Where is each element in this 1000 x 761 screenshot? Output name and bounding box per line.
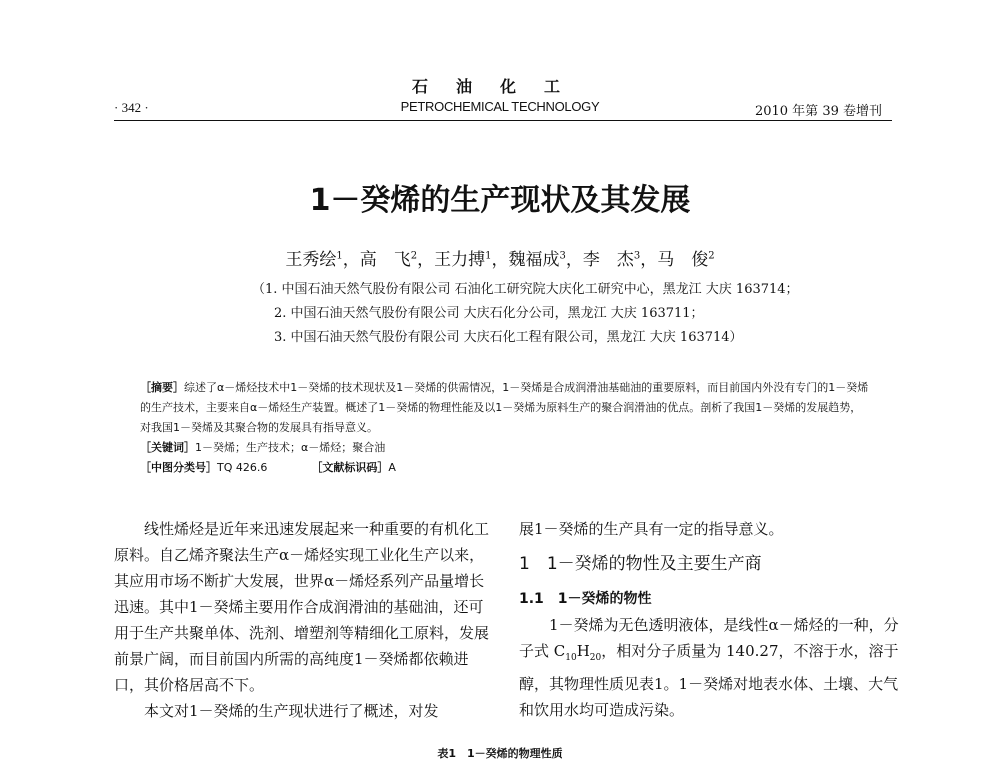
classification-line: [140, 458, 870, 478]
body-column-right: [519, 516, 899, 723]
header-divider: [114, 120, 892, 121]
article-title: 1－癸烯的生产现状及其发展: [309, 183, 691, 218]
author-name: 魏福成: [508, 250, 560, 270]
author-list: 王秀绘$^1$，高 飞$^2$，王力搏$^1$，魏福成$^3$，李 杰$^3$，马 俊$^2$: [285, 250, 715, 270]
author-name: 马 俊: [657, 250, 709, 270]
author-name: 王力搏: [434, 250, 486, 270]
abstract-text: 综述了α－烯烃技术中1－癸烯的技术现状及1－癸烯的供需情况，1－癸烯是合成润滑油基础油的重要原料，而目前国内外没有专门的1－癸烯的生产技术，主要来自α－烯烃生产装置。概述了1－癸烯的物理性能及以1－癸烯为原料生产的聚合润滑油的优点。剖析了我国1－癸烯的发展趋势，对我国1－癸烯及其聚合物的发展具有指导意义。: [140, 381, 869, 434]
section-heading: 1 1－癸烯的物性及主要生产商: [519, 554, 762, 574]
journal-name-en: PETROCHEMICAL TECHNOLOGY: [400, 99, 600, 114]
keywords-text: 1－癸烯；生产技术；α－烯烃；聚合油: [195, 441, 386, 454]
journal-name-cn: 石油化工: [411, 77, 588, 96]
paragraph-text: 1－癸烯为无色透明液体，是线性α－烯烃的一种，分子式 C: [519, 616, 899, 660]
body-paragraph: 本文对1－癸烯的生产现状进行了概述，对发: [144, 702, 439, 720]
author-affiliation-mark: 3: [633, 250, 641, 262]
author-affiliation-mark: 2: [708, 250, 715, 262]
formula-subscript: 20: [589, 653, 602, 663]
body-column-left: [114, 516, 492, 724]
author-affiliation-mark: 2: [410, 250, 418, 262]
subsection-heading: 1.1 1－癸烯的物性: [519, 591, 652, 607]
paragraph-text: ，相对分子质量为 140.27，不溶于水，溶于醇，其物理性质见表1。1－癸烯对地表水体、土壤、大气和饮用水均可造成污染。: [519, 642, 899, 719]
affiliation-3: 3. 中国石油天然气股份有限公司 大庆石化工程有限公司，黑龙江 大庆 163714）: [274, 330, 743, 345]
issue-info: 2010 年第 39 卷增刊: [754, 104, 882, 119]
clc-value: TQ 426.6: [217, 461, 268, 474]
author-name: 李 杰: [582, 250, 634, 270]
abstract-paragraph: [140, 378, 870, 438]
affiliation-1: （1. 中国石油天然气股份有限公司 石油化工研究院大庆化工研究中心，黑龙江 大庆 163714；: [252, 282, 799, 297]
doc-code-label: ［文献标识码］: [311, 461, 389, 474]
keywords-label: ［关键词］: [140, 441, 195, 454]
author-affiliation-mark: 3: [559, 250, 566, 262]
author-affiliation-mark: 1: [336, 250, 343, 262]
doc-code-value: A: [388, 461, 396, 474]
abstract-label: ［摘要］: [140, 381, 184, 394]
author-name: 王秀绘: [285, 250, 337, 270]
body-paragraph: [519, 612, 899, 723]
table-caption: 表1 1－癸烯的物理性质: [437, 747, 563, 760]
keywords-line: [140, 438, 870, 458]
page-number: · 342 ·: [114, 100, 149, 115]
author-name: 高 飞: [359, 250, 411, 270]
clc-label: ［中图分类号］: [140, 461, 217, 474]
body-paragraph-continued: 展1－癸烯的生产具有一定的指导意义。: [519, 520, 784, 538]
affiliation-2: 2. 中国石油天然气股份有限公司 大庆石化分公司，黑龙江 大庆 163711；: [274, 306, 704, 321]
author-affiliation-mark: 1: [485, 250, 492, 262]
formula-element: H: [576, 642, 590, 660]
abstract-block: [140, 378, 870, 478]
formula-subscript: 10: [565, 653, 577, 663]
body-paragraph: 线性烯烃是近年来迅速发展起来一种重要的有机化工原料。自乙烯齐聚法生产α－烯烃实现工业化生产以来，其应用市场不断扩大发展，世界α－烯烃系列产品量增长迅速。其中1－癸烯主要用作合成润滑油的基础油，还可用于生产共聚单体、洗剂、增塑剂等精细化工原料，发展前景广阔，而目前国内所需的高纯度1－癸烯都依赖进口，其价格居高不下。: [114, 520, 490, 694]
